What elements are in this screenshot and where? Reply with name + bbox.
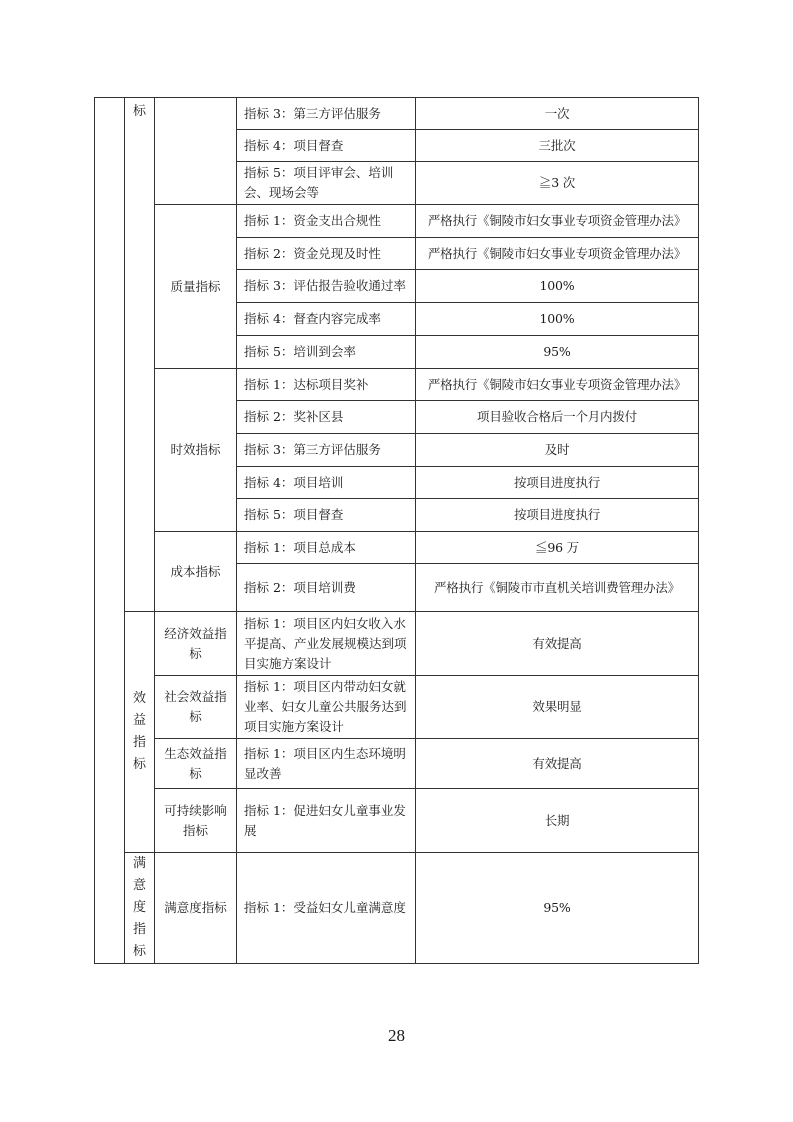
indicator-cell: 指标 5：项目督查 [237,499,416,532]
indicator-cell: 指标 1：促进妇女儿童事业发展 [237,789,416,853]
table-row [95,369,699,401]
value-cell: ≦96 万 [416,532,699,564]
indicator-cell: 指标 4：项目培训 [237,467,416,499]
value-cell: 有效提高 [416,739,699,789]
table-row [95,739,699,789]
level1-cell-satisfaction: 满意度指标 [125,853,155,964]
table-row [95,612,699,676]
indicator-cell: 指标 1：项目区内生态环境明显改善 [237,739,416,789]
level2-cell-category: 社会效益指标 [155,676,237,739]
table-row [95,532,699,564]
indicator-cell: 指标 2：资金兑现及时性 [237,238,416,270]
indicator-cell: 指标 5：培训到会率 [237,336,416,369]
level2-cell-cost: 成本指标 [155,532,237,612]
indicator-cell: 指标 3：第三方评估服务 [237,434,416,467]
level0-cell-empty [95,98,125,964]
indicator-cell: 指标 2：项目培训费 [237,564,416,612]
level2-cell-timeliness: 时效指标 [155,369,237,532]
table-row [95,853,699,964]
level1-cell-output: 标 [125,98,155,612]
indicator-cell: 指标 1：项目区内带动妇女就业率、妇女儿童公共服务达到项目实施方案设计 [237,676,416,739]
table-row [95,98,699,130]
indicator-cell: 指标 5：项目评审会、培训会、现场会等 [237,162,416,205]
indicator-cell: 指标 4：项目督查 [237,130,416,162]
level2-cell-quantity-continued [155,98,237,205]
value-cell: 按项目进度执行 [416,499,699,532]
value-cell: 有效提高 [416,612,699,676]
indicator-cell: 指标 1：项目区内妇女收入水平提高、产业发展规模达到项目实施方案设计 [237,612,416,676]
indicator-cell: 指标 1：受益妇女儿童满意度 [237,853,416,964]
value-cell: 项目验收合格后一个月内拨付 [416,401,699,434]
value-cell: 100% [416,303,699,336]
level2-cell-category: 满意度指标 [155,853,237,964]
indicator-cell: 指标 2：奖补区县 [237,401,416,434]
value-cell: 95% [416,853,699,964]
value-cell: ≧3 次 [416,162,699,205]
level1-cell-benefit: 效益指标 [125,612,155,853]
value-cell: 严格执行《铜陵市妇女事业专项资金管理办法》 [416,369,699,401]
page-number: 28 [388,1026,405,1045]
indicator-cell: 指标 1：项目总成本 [237,532,416,564]
indicator-cell: 指标 1：达标项目奖补 [237,369,416,401]
level2-cell-category: 可持续影响指标 [155,789,237,853]
performance-indicator-table [94,97,699,964]
value-cell: 100% [416,270,699,303]
table-row [95,676,699,739]
value-cell: 三批次 [416,130,699,162]
value-cell: 一次 [416,98,699,130]
level2-cell-quality: 质量指标 [155,205,237,369]
value-cell: 严格执行《铜陵市市直机关培训费管理办法》 [416,564,699,612]
indicator-cell: 指标 3：第三方评估服务 [237,98,416,130]
value-cell: 95% [416,336,699,369]
value-cell: 及时 [416,434,699,467]
indicator-cell: 指标 3：评估报告验收通过率 [237,270,416,303]
level2-cell-category: 经济效益指标 [155,612,237,676]
value-cell: 按项目进度执行 [416,467,699,499]
level2-cell-category: 生态效益指标 [155,739,237,789]
indicator-cell: 指标 4：督查内容完成率 [237,303,416,336]
value-cell: 严格执行《铜陵市妇女事业专项资金管理办法》 [416,238,699,270]
indicator-cell: 指标 1：资金支出合规性 [237,205,416,238]
table-row [95,789,699,853]
value-cell: 严格执行《铜陵市妇女事业专项资金管理办法》 [416,205,699,238]
value-cell: 长期 [416,789,699,853]
value-cell: 效果明显 [416,676,699,739]
table-row [95,205,699,238]
